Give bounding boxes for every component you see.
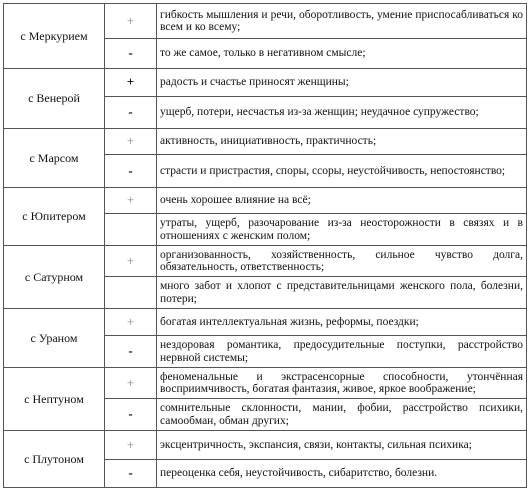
minus-sign: -	[105, 39, 157, 69]
negative-description: сомнительные склонности, мании, фобии, расстройство психики, самообман, обман других;	[157, 399, 527, 431]
table-row	[4, 69, 527, 97]
planet-cell: с Венерой	[4, 69, 105, 129]
minus-sign: -	[105, 336, 157, 368]
negative-description: нездоровая романтика, предосудительные поступки, расстройство нервной системы;	[157, 336, 527, 368]
minus-sign: -	[105, 155, 157, 188]
aspects-table	[3, 3, 527, 488]
plus-sign: +	[105, 431, 157, 460]
planet-cell: с Плутоном	[4, 431, 105, 488]
minus-sign: -	[105, 399, 157, 431]
planet-cell: с Марсом	[4, 129, 105, 188]
plus-sign: +	[105, 69, 157, 97]
plus-sign: +	[105, 246, 157, 277]
planet-cell: с Нептуном	[4, 368, 105, 431]
planet-cell: с Юпитером	[4, 188, 105, 246]
positive-description: богатая интеллектуальная жизнь, реформы, поездки;	[157, 309, 527, 336]
negative-description: переоценка себя, неустойчивость, сибаритство, болезни.	[157, 460, 527, 488]
plus-sign: +	[105, 129, 157, 155]
minus-sign: -	[105, 97, 157, 129]
plus-sign: +	[105, 4, 157, 39]
table-row	[4, 129, 527, 155]
plus-sign: +	[105, 188, 157, 214]
plus-sign: +	[105, 368, 157, 399]
table-row	[4, 368, 527, 399]
positive-description: эксцентричность, экспансия, связи, контакты, сильная психика;	[157, 431, 527, 460]
plus-sign: +	[105, 309, 157, 336]
planet-cell: с Сатурном	[4, 246, 105, 309]
planet-cell: с Ураном	[4, 309, 105, 368]
negative-description: страсти и пристрастия, споры, ссоры, неустойчивость, непостоянство;	[157, 155, 527, 188]
empty-sign-cell	[105, 277, 157, 309]
empty-sign-cell	[105, 214, 157, 246]
positive-description: феноменальные и экстрасенсорные способности, утончённая восприимчивость, богатая фантазия, живое, яркое воображение;	[157, 368, 527, 399]
negative-description: ущерб, потери, несчастья из-за женщин; неудачное супружество;	[157, 97, 527, 129]
positive-description: радость и счастье приносят женщины;	[157, 69, 527, 97]
negative-description: то же самое, только в негативном смысле;	[157, 39, 527, 69]
positive-description: организованность, хозяйственность, сильное чувство долга, обязательность, ответственность;	[157, 246, 527, 277]
table-row	[4, 309, 527, 336]
table-row	[4, 431, 527, 460]
minus-sign: -	[105, 460, 157, 488]
positive-description: активность, инициативность, практичность;	[157, 129, 527, 155]
positive-description: гибкость мышления и речи, оборотливость, умение приспосабливаться ко всем и ко всему;	[157, 4, 527, 39]
table-row	[4, 246, 527, 277]
positive-description: очень хорошее влияние на всё;	[157, 188, 527, 214]
negative-description: много забот и хлопот с представительницами женского пола, болезни, потери;	[157, 277, 527, 309]
table-row	[4, 4, 527, 39]
table-row	[4, 188, 527, 214]
negative-description: утраты, ущерб, разочарование из-за неосторожности в связях и в отношениях с женским полом;	[157, 214, 527, 246]
planet-cell: с Меркурием	[4, 4, 105, 69]
